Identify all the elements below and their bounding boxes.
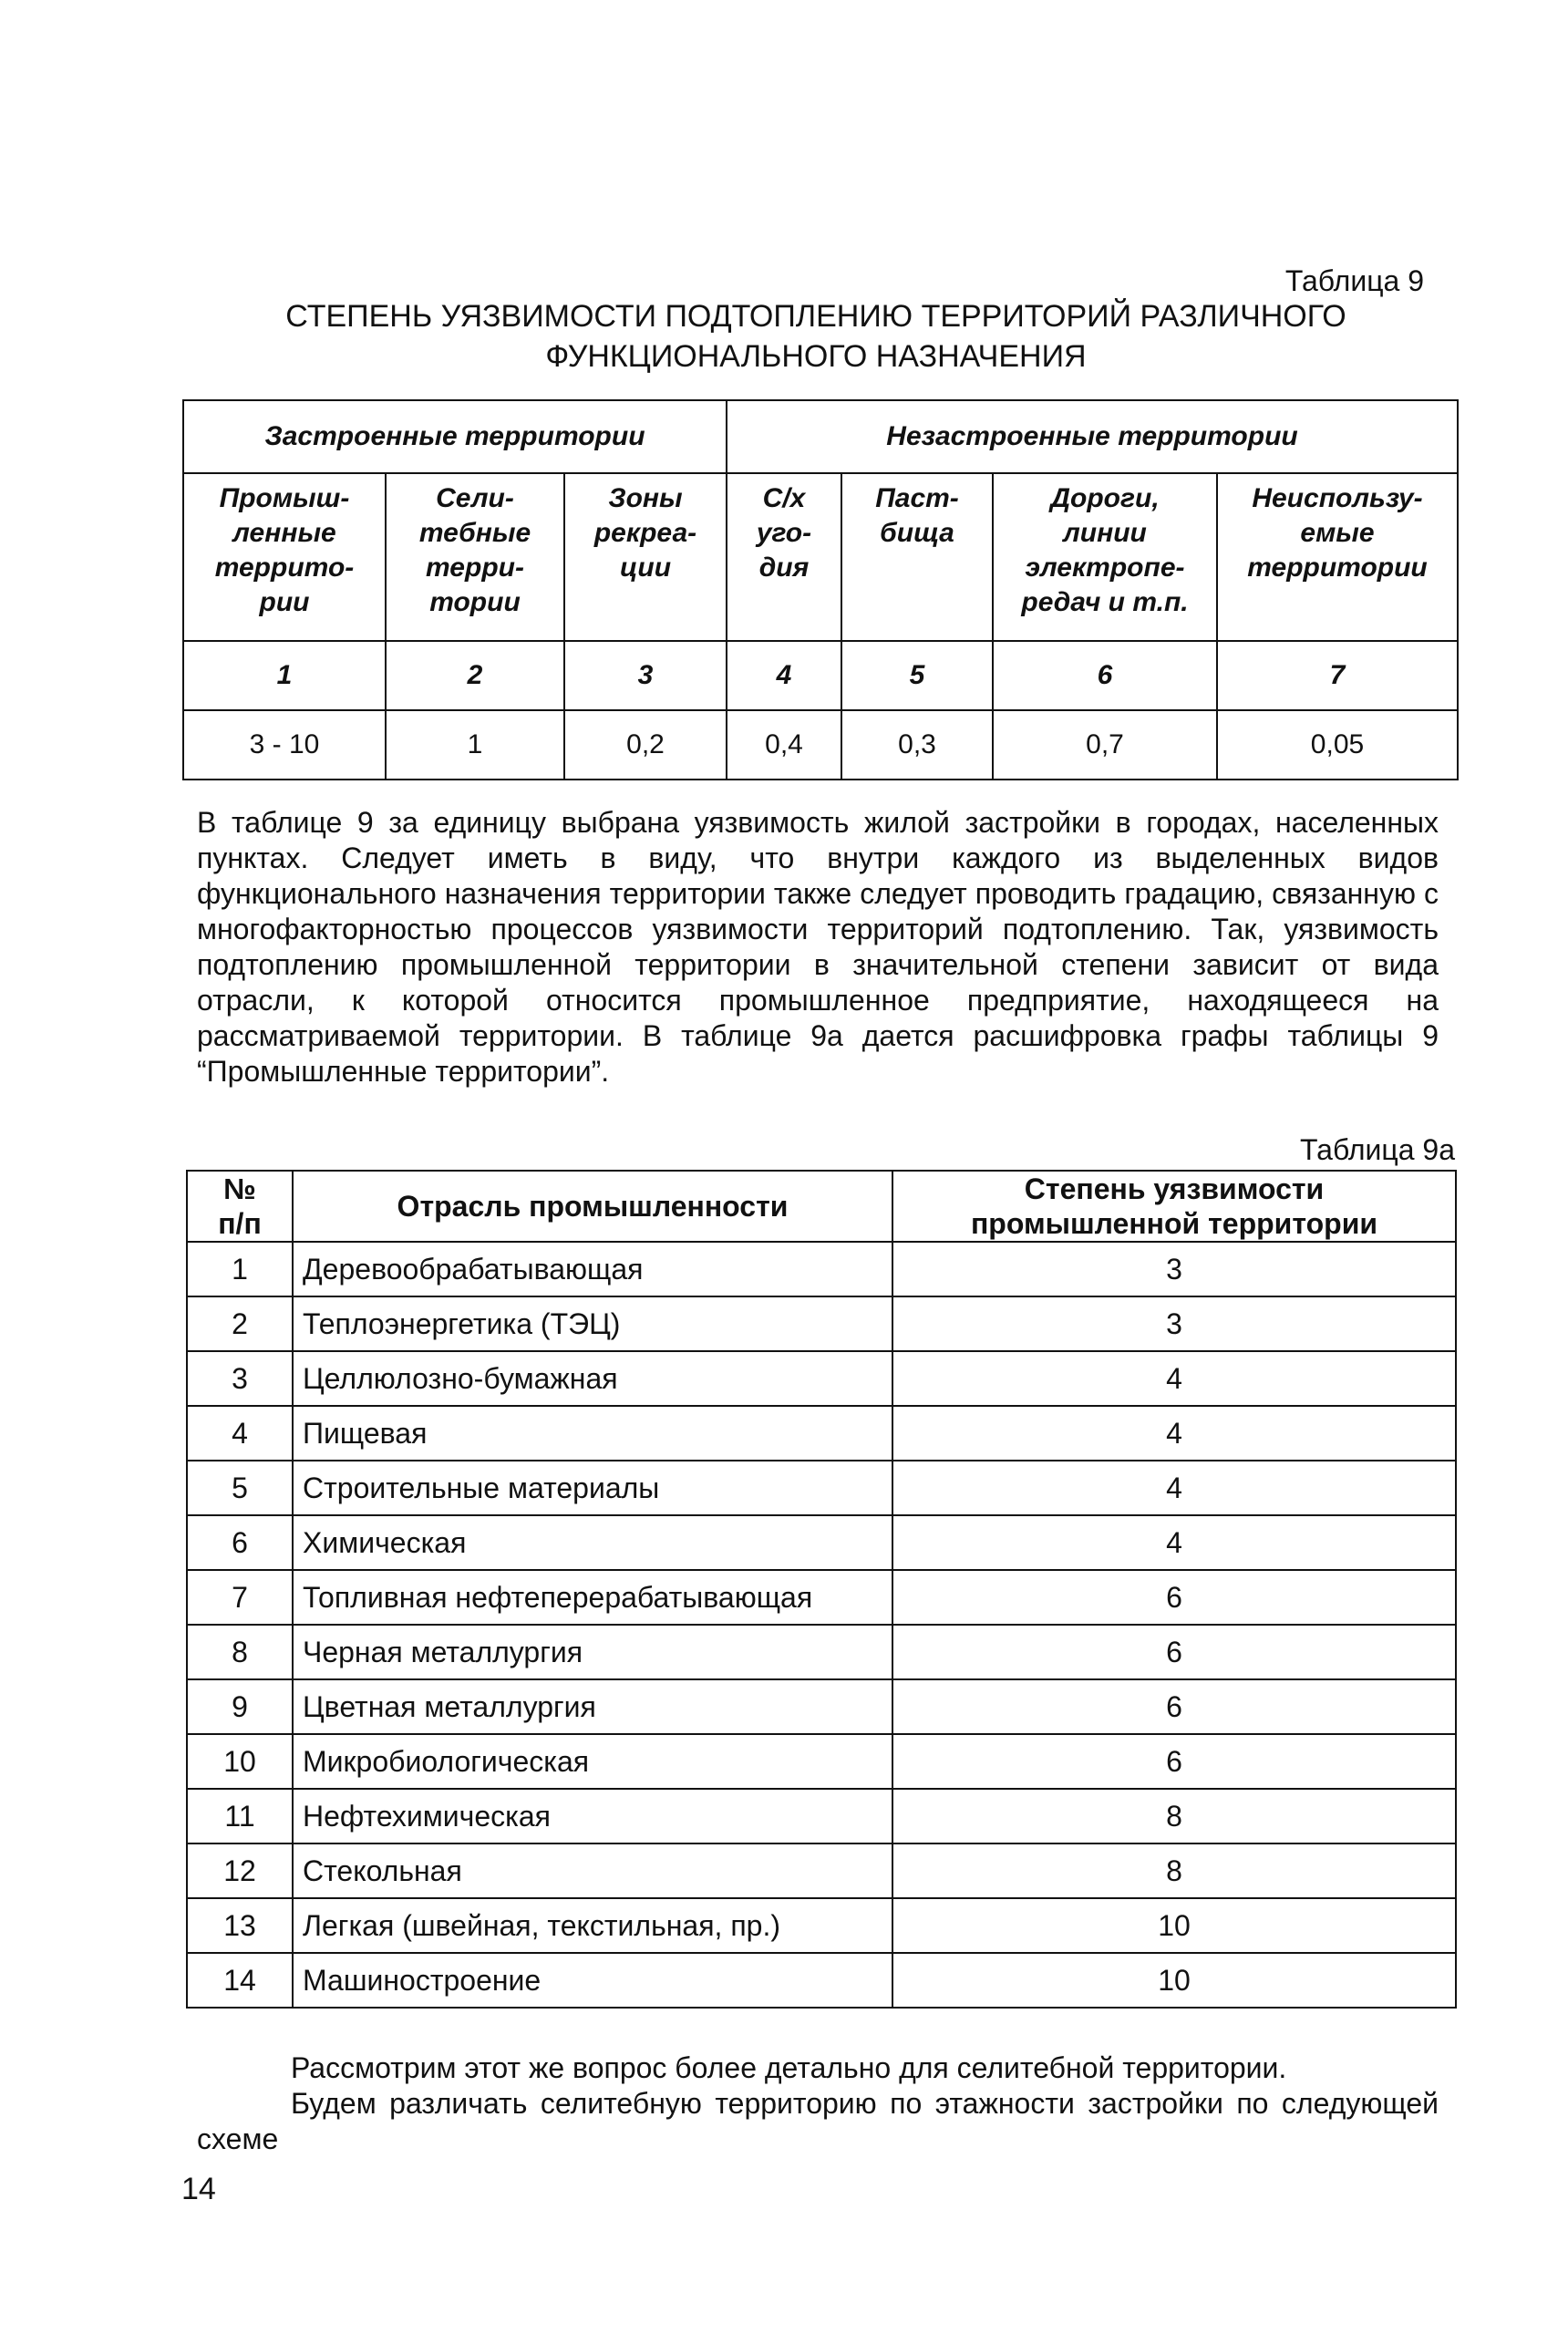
row-number: 13 bbox=[187, 1898, 293, 1953]
row-number: 3 bbox=[187, 1351, 293, 1406]
industry-name: Деревообрабатывающая bbox=[293, 1242, 892, 1296]
table9-title-line2: ФУНКЦИОНАЛЬНОГО НАЗНАЧЕНИЯ bbox=[545, 339, 1087, 374]
col-residential-header: Сели- тебные терри- тории bbox=[418, 483, 531, 617]
row-number: 11 bbox=[187, 1789, 293, 1843]
industry-name: Топливная нефтеперерабатывающая bbox=[293, 1570, 892, 1625]
col-agricultural-header: С/х уго- дия bbox=[756, 483, 812, 583]
header-num: № п/п bbox=[187, 1171, 293, 1242]
row-number: 9 bbox=[187, 1679, 293, 1734]
value-cell: 0,05 bbox=[1217, 710, 1458, 780]
col-roads-header: Дороги, линии электропе- редач и т.п. bbox=[1021, 483, 1189, 617]
table9-title-line1: СТЕПЕНЬ УЯЗВИМОСТИ ПОДТОПЛЕНИЮ ТЕРРИТОРИЙ РАЗЛИЧНОГО bbox=[285, 299, 1346, 334]
row-number: 12 bbox=[187, 1843, 293, 1898]
table9-title bbox=[0, 296, 1568, 377]
value-cell: 1 bbox=[386, 710, 564, 780]
table9-label: Таблица 9 bbox=[1284, 264, 1424, 297]
table-row bbox=[187, 1789, 1456, 1843]
table9-column-names bbox=[183, 473, 1458, 641]
row-number: 7 bbox=[187, 1570, 293, 1625]
col-unused-header: Неиспользу- емые территории bbox=[1247, 483, 1428, 583]
table9-values-row bbox=[183, 710, 1458, 780]
value-cell: 3 - 10 bbox=[183, 710, 386, 780]
industry-name: Машиностроение bbox=[293, 1953, 892, 2008]
row-number: 5 bbox=[187, 1461, 293, 1515]
vulnerability-degree: 6 bbox=[892, 1625, 1456, 1679]
table9-column-numbers bbox=[183, 641, 1458, 710]
vulnerability-degree: 10 bbox=[892, 1898, 1456, 1953]
vulnerability-degree: 10 bbox=[892, 1953, 1456, 2008]
vulnerability-degree: 3 bbox=[892, 1296, 1456, 1351]
industry-name: Легкая (швейная, текстильная, пр.) bbox=[293, 1898, 892, 1953]
group-built-header: Застроенные территории bbox=[183, 400, 727, 473]
vulnerability-degree: 4 bbox=[892, 1461, 1456, 1515]
vulnerability-degree: 8 bbox=[892, 1843, 1456, 1898]
vulnerability-degree: 6 bbox=[892, 1734, 1456, 1789]
vulnerability-degree: 4 bbox=[892, 1351, 1456, 1406]
industry-name: Нефтехимическая bbox=[293, 1789, 892, 1843]
table-row bbox=[187, 1461, 1456, 1515]
table9a-header-row bbox=[187, 1171, 1456, 1242]
table9a bbox=[186, 1170, 1457, 2009]
col-number: 2 bbox=[386, 641, 564, 710]
industry-name: Стекольная bbox=[293, 1843, 892, 1898]
table-row bbox=[187, 1570, 1456, 1625]
vulnerability-degree: 3 bbox=[892, 1242, 1456, 1296]
col-number: 5 bbox=[841, 641, 993, 710]
table-row bbox=[187, 1625, 1456, 1679]
industry-name: Черная металлургия bbox=[293, 1625, 892, 1679]
row-number: 1 bbox=[187, 1242, 293, 1296]
col-number: 3 bbox=[564, 641, 727, 710]
industry-name: Цветная металлургия bbox=[293, 1679, 892, 1734]
col-industrial-header: Промыш- ленные террито- рии bbox=[214, 483, 355, 617]
vulnerability-degree: 6 bbox=[892, 1570, 1456, 1625]
col-number: 7 bbox=[1217, 641, 1458, 710]
industry-name: Целлюлозно-бумажная bbox=[293, 1351, 892, 1406]
header-degree: Степень уязвимости промышленной территории bbox=[892, 1171, 1456, 1242]
industry-name: Строительные материалы bbox=[293, 1461, 892, 1515]
col-recreation-header: Зоны рекреа- ции bbox=[593, 483, 697, 583]
value-cell: 0,3 bbox=[841, 710, 993, 780]
col-number: 4 bbox=[727, 641, 841, 710]
paragraph-residential-intro: Рассмотрим этот же вопрос более детально для селитебной территории. bbox=[291, 2051, 1287, 2084]
industry-name: Микробиологическая bbox=[293, 1734, 892, 1789]
table-row bbox=[187, 1406, 1456, 1461]
row-number: 2 bbox=[187, 1296, 293, 1351]
table-row bbox=[187, 1679, 1456, 1734]
row-number: 14 bbox=[187, 1953, 293, 2008]
industry-name: Химическая bbox=[293, 1515, 892, 1570]
vulnerability-degree: 6 bbox=[892, 1679, 1456, 1734]
col-number: 1 bbox=[183, 641, 386, 710]
table9 bbox=[182, 399, 1459, 780]
col-pastures-header: Паст- бища bbox=[875, 483, 959, 548]
row-number: 8 bbox=[187, 1625, 293, 1679]
table-row bbox=[187, 1843, 1456, 1898]
value-cell: 0,2 bbox=[564, 710, 727, 780]
paragraph-residential-scheme: Будем различать селитебную территорию по этажности застройки по следующей схеме bbox=[197, 2087, 1439, 2155]
table-row bbox=[187, 1953, 1456, 2008]
vulnerability-degree: 8 bbox=[892, 1789, 1456, 1843]
paragraph-table9-explanation: В таблице 9 за единицу выбрана уязвимость жилой застройки в городах, населенных пунктах. Следует иметь в виду, что внутри каждого из выделенных видов функционального назначения территории также следует проводить градацию, связанную с многофакторностью процессов уязвимости территорий подтоплению. Так, уязвимость подтоплению промышленной территории в значительной степени зависит от вида отрасли, к которой относится промышленное предприятие, находящееся на рассматриваемой территории. В таблице 9а дается расшифровка графы таблицы 9 “Промышленные территории”. bbox=[197, 806, 1439, 1088]
group-unbuilt-header: Незастроенные территории bbox=[727, 400, 1458, 473]
row-number: 10 bbox=[187, 1734, 293, 1789]
table-row bbox=[187, 1515, 1456, 1570]
page-number: 14 bbox=[181, 2172, 216, 2206]
value-cell: 0,4 bbox=[727, 710, 841, 780]
value-cell: 0,7 bbox=[993, 710, 1217, 780]
col-number: 6 bbox=[993, 641, 1217, 710]
table-row bbox=[187, 1242, 1456, 1296]
row-number: 6 bbox=[187, 1515, 293, 1570]
table-row bbox=[187, 1734, 1456, 1789]
header-industry: Отрасль промышленности bbox=[293, 1171, 892, 1242]
vulnerability-degree: 4 bbox=[892, 1515, 1456, 1570]
industry-name: Пищевая bbox=[293, 1406, 892, 1461]
industry-name: Теплоэнергетика (ТЭЦ) bbox=[293, 1296, 892, 1351]
vulnerability-degree: 4 bbox=[892, 1406, 1456, 1461]
row-number: 4 bbox=[187, 1406, 293, 1461]
table9a-label: Таблица 9а bbox=[1300, 1133, 1455, 1166]
table-row bbox=[187, 1351, 1456, 1406]
table-row bbox=[187, 1898, 1456, 1953]
table-row bbox=[187, 1296, 1456, 1351]
